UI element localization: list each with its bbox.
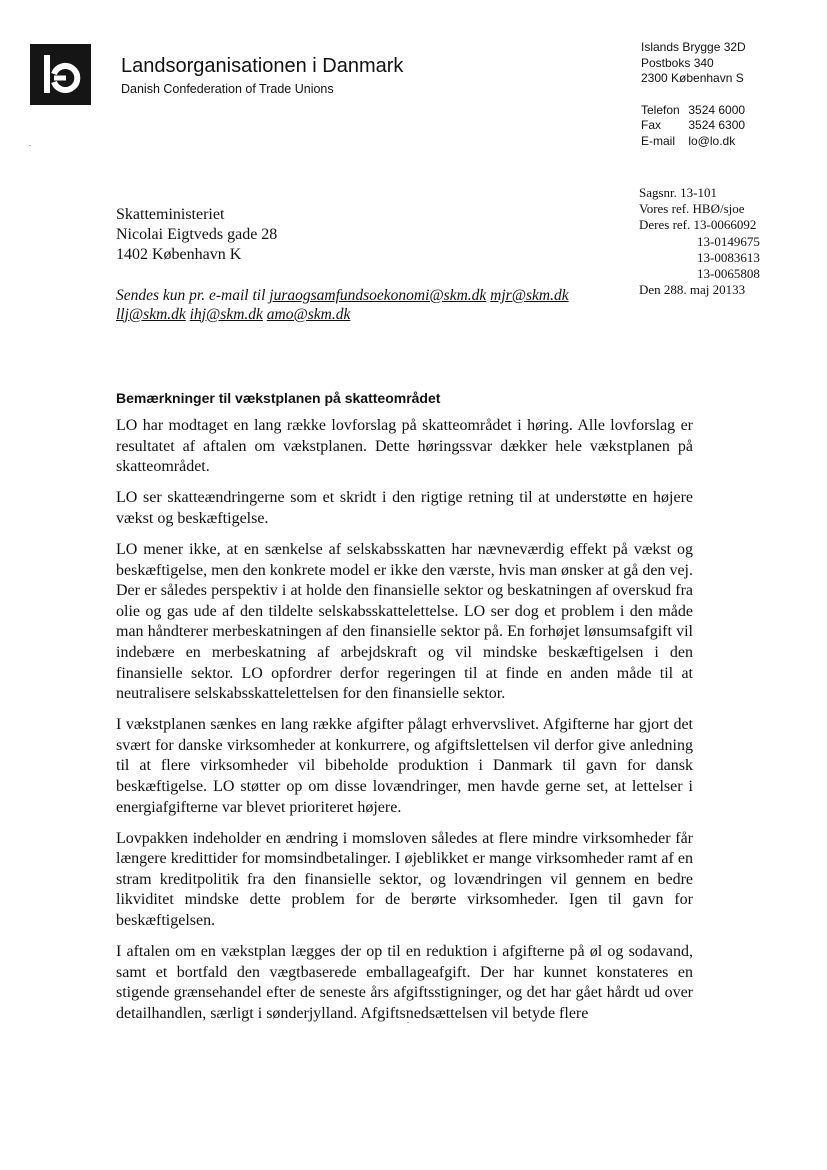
email-link-jura[interactable]: juraogsamfundsoekonomi@skm.dk	[269, 287, 487, 304]
email-link-amo[interactable]: amo@skm.dk	[266, 305, 351, 323]
recipient-address	[116, 205, 277, 265]
recipient-city: 1402 København K	[116, 246, 242, 263]
city-line: 2300 København S	[641, 71, 744, 85]
your-reference-3: 13-0083613	[697, 249, 760, 265]
your-reference: Deres ref. 13-0066092	[639, 217, 757, 233]
fax-label: Fax	[641, 118, 662, 132]
reference-block	[639, 185, 760, 298]
lo-logo-icon	[30, 44, 91, 105]
paragraph-2: LO ser skatteændringerne som et skridt i den rigtige retning til at understøtte en højere vækst og beskæftigelse.	[116, 489, 693, 527]
fax-line	[641, 118, 746, 134]
email-label: E-mail	[641, 133, 676, 148]
contact-block	[641, 40, 746, 149]
fax-number: 3524 6300	[688, 118, 746, 132]
our-reference: Vores ref. HBØ/sjoe	[639, 201, 745, 217]
your-reference-2: 13-0149675	[697, 233, 760, 249]
scan-speck	[29, 145, 31, 146]
case-number: Sagsnr. 13-101	[639, 185, 717, 200]
paragraph-1: LO har modtaget en lang række lovforslag på skatteområdet i høring. Alle lovforslag er resultatet af aftalen om vækstplanen. Dette høringssvar dækker hele vækstplanen på skatteområdet.	[116, 417, 693, 476]
organization-subtitle: Danish Confederation of Trade Unions	[121, 82, 334, 96]
scan-speck-bottom	[407, 1022, 409, 1023]
organization-name: Landsorganisationen i Danmark	[121, 55, 404, 77]
email-address: lo@lo.dk	[688, 133, 736, 148]
letter-date: Den 288. maj 20133	[639, 282, 746, 298]
paragraph-5: Lovpakken indeholder en ændring i momsloven således at flere mindre virksomheder får længere kredittider for momsindbetalinger. I øjeblikket er mange virksomheder ramt af en stram kreditpolitik fra den finansielle sektor, og lovændringen vil gennem en bedre likviditet mindske dette problem for de berørte virksomheder. Igen til gavn for beskæftigelsen.	[116, 829, 693, 930]
paragraph-6: I aftalen om en vækstplan lægges der op til en reduktion i afgifterne på øl og sodavand, samt et bortfald den vægtbaserede emballageafgift. Der har kunnet konstateres en stigende grænsehandel efter de seneste års afgiftsstigninger, og det har gået hårdt ud over detailhandlen, særligt i sønderjylland. Afgiftsnedsættelsen vil betyde flere	[116, 943, 693, 1022]
phone-line	[641, 103, 746, 119]
paragraph-4: I vækstplanen sænkes en lang række afgifter pålagt erhvervslivet. Afgifterne har gjort det svært for danske virksomheder at konkurrere, og afgiftslettelsen vil derfor give anledning til at flere virksomheder vil bibeholde produktion i Danmark til gavn for dansk beskæftigelse. LO støtter op om disse lovændringer, men havde gerne set, at lettelser i energiafgifterne var blevet prioriteret højere.	[116, 716, 693, 816]
letter-heading: Bemærkninger til vækstplanen på skatteområdet	[116, 390, 441, 406]
street-address: Islands Brygge 32D	[641, 40, 746, 54]
recipient-street: Nicolai Eigtveds gade 28	[116, 226, 278, 243]
email-link-ihj[interactable]: ihj@skm.dk	[189, 305, 263, 323]
delivery-note	[116, 287, 636, 324]
paragraph-3: LO mener ikke, at en sænkelse af selskabsskatten har nævneværdig effekt på vækst og beskæftigelse, men den konkrete model er ikke den værste, hvis man ønsker at gå den vej. Der er således perspektiv i at holde den finansielle sektor og beskatningen af overskud fra olie og gas ude af den tildelte selskabsskattelettelse. LO ser dog et problem i den måde man håndterer merbeskatningen af den finansielle sektor på. En forhøjet lønsumsafgift vil indebære en merbeskatning af arbejdskraft og vil mindske beskæftigelsen i den finansielle sektor. LO opfordrer derfor regeringen til at finde en anden måde til at neutralisere selskabsskattelettelsen for den finansielle sektor.	[116, 540, 693, 703]
your-reference-4: 13-0065808	[697, 266, 760, 282]
po-box: Postboks 340	[641, 55, 714, 70]
email-link-llj[interactable]: llj@skm.dk	[116, 305, 186, 323]
letter-body	[116, 416, 693, 1035]
recipient-name: Skatteministeriet	[116, 206, 225, 223]
email-line	[641, 134, 746, 150]
email-link-mjr[interactable]: mjr@skm.dk	[490, 287, 569, 304]
phone-number: 3524 6000	[688, 102, 746, 117]
phone-label: Telefon	[641, 102, 680, 117]
delivery-note-prefix: Sendes kun pr. e-mail til	[116, 287, 270, 304]
